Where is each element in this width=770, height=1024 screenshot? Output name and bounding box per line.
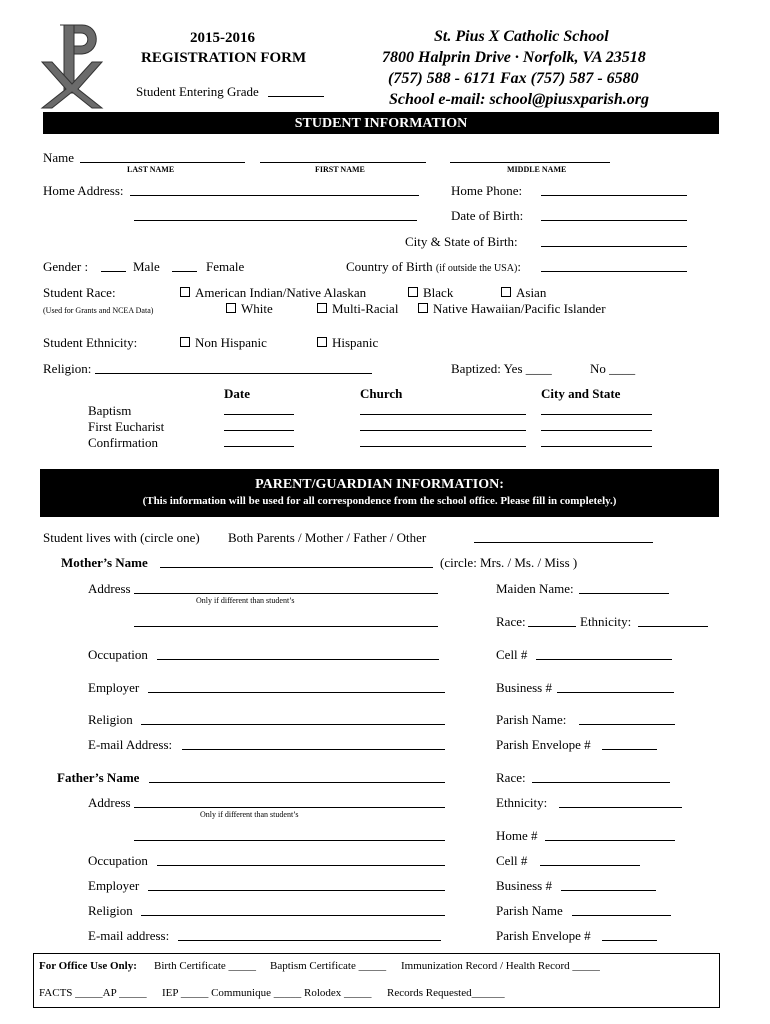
- office-use-label: For Office Use Only:: [39, 960, 137, 972]
- sacrament-header-church: Church: [360, 386, 403, 401]
- city-state-birth-label: City & State of Birth:: [405, 234, 518, 249]
- ethnicity-option-non-hispanic[interactable]: [180, 335, 267, 351]
- race-option-white[interactable]: [226, 301, 273, 317]
- religion-field[interactable]: [95, 373, 372, 374]
- sacrament-header-city-state: City and State: [541, 386, 621, 401]
- mother-religion-label: Religion: [88, 712, 133, 727]
- mother-business-label: Business #: [496, 680, 552, 695]
- race-option-label: White: [241, 301, 273, 316]
- male-field[interactable]: [101, 271, 126, 272]
- checkbox-icon: [180, 287, 190, 297]
- ethnicity-option-hispanic[interactable]: [317, 335, 378, 351]
- race-option-black[interactable]: [408, 285, 453, 301]
- mother-name-label: Mother’s Name: [61, 555, 148, 570]
- mother-employer-label: Employer: [88, 680, 140, 695]
- home-phone-label: Home Phone:: [451, 183, 523, 198]
- confirmation-church-field[interactable]: [360, 446, 526, 447]
- lives-with-options[interactable]: Both Parents / Mother / Father / Other: [228, 530, 427, 545]
- race-option-label: Multi-Racial: [332, 301, 399, 316]
- mother-cell-field[interactable]: [536, 659, 672, 660]
- father-email-field[interactable]: [178, 940, 441, 941]
- ethnicity-label: Student Ethnicity:: [43, 335, 138, 350]
- father-employer-label: Employer: [88, 878, 140, 893]
- home-address-field-2[interactable]: [134, 220, 417, 221]
- lives-with-label: Student lives with (circle one): [43, 530, 200, 545]
- female-field[interactable]: [172, 271, 197, 272]
- mother-address-field-2[interactable]: [134, 626, 438, 627]
- city-state-birth-field[interactable]: [541, 246, 687, 247]
- parent-info-title: PARENT/GUARDIAN INFORMATION:: [255, 477, 504, 492]
- race-option-label: American Indian/Native Alaskan: [195, 285, 367, 300]
- gender-label: Gender :: [43, 259, 89, 274]
- mother-email-field[interactable]: [182, 749, 445, 750]
- religion-label: Religion:: [43, 361, 92, 376]
- parent-info-subtitle: (This information will be used for all correspondence from the school office. Please fill in completely.): [142, 495, 617, 507]
- checkbox-icon: [501, 287, 511, 297]
- father-parish-name-field[interactable]: [572, 915, 671, 916]
- mother-religion-field[interactable]: [141, 724, 445, 725]
- mother-address-label: Address: [88, 581, 131, 596]
- school-address: 7800 Halprin Drive · Norfolk, VA 23518: [382, 49, 646, 66]
- baptized-no-label: No ____: [590, 361, 636, 376]
- middle-name-caption: MIDDLE NAME: [507, 165, 567, 174]
- checkbox-icon: [418, 303, 428, 313]
- father-parish-name-label: Parish Name: [496, 903, 563, 918]
- country-birth-colon: :: [517, 259, 521, 274]
- grade-label: Student Entering Grade: [136, 84, 259, 99]
- father-business-label: Business #: [496, 878, 552, 893]
- father-name-label: Father’s Name: [57, 770, 140, 785]
- checkbox-icon: [317, 337, 327, 347]
- mother-race-label: Race:: [496, 614, 526, 629]
- female-label: Female: [206, 259, 245, 274]
- father-race-label: Race:: [496, 770, 526, 785]
- mother-parish-envelope-label: Parish Envelope #: [496, 737, 591, 752]
- father-religion-field[interactable]: [141, 915, 445, 916]
- eucharist-date-field[interactable]: [224, 430, 294, 431]
- school-phone-fax: (757) 588 - 6171 Fax (757) 587 - 6580: [388, 70, 639, 87]
- mother-occupation-label: Occupation: [88, 647, 148, 662]
- race-option-label: Native Hawaiian/Pacific Islander: [433, 301, 606, 316]
- father-religion-label: Religion: [88, 903, 133, 918]
- mother-address-field[interactable]: [134, 593, 438, 594]
- dob-label: Date of Birth:: [451, 208, 524, 223]
- school-email: School e-mail: school@piusxparish.org: [389, 91, 650, 108]
- grade-line[interactable]: [268, 96, 324, 97]
- mother-parish-name-label: Parish Name:: [496, 712, 567, 727]
- mother-address-note: Only if different than student’s: [196, 596, 295, 605]
- middle-name-field[interactable]: [450, 162, 610, 163]
- office-immunization-record[interactable]: Immunization Record / Health Record _____: [401, 960, 600, 972]
- lives-with-other-field[interactable]: [474, 542, 653, 543]
- confirmation-date-field[interactable]: [224, 446, 294, 447]
- father-cell-label: Cell #: [496, 853, 528, 868]
- office-iep-communique-rolodex[interactable]: IEP _____ Communique _____ Rolodex _____: [162, 987, 372, 999]
- father-race-field[interactable]: [532, 782, 670, 783]
- office-birth-certificate[interactable]: Birth Certificate _____: [154, 960, 257, 972]
- race-label: Student Race:: [43, 285, 116, 300]
- mother-name-field[interactable]: [160, 567, 433, 568]
- father-occupation-label: Occupation: [88, 853, 148, 868]
- office-facts-ap[interactable]: FACTS _____AP _____: [39, 987, 147, 999]
- form-year: 2015-2016: [190, 30, 255, 46]
- country-birth-field[interactable]: [541, 271, 687, 272]
- father-ethnicity-label: Ethnicity:: [496, 795, 548, 810]
- father-business-field[interactable]: [561, 890, 656, 891]
- mother-race-field[interactable]: [528, 626, 576, 627]
- baptized-label: Baptized: Yes ____: [451, 361, 552, 376]
- office-use-box: [33, 953, 720, 1008]
- father-parish-envelope-field[interactable]: [602, 940, 657, 941]
- race-option-native-hawaiian[interactable]: [418, 301, 606, 317]
- mother-cell-label: Cell #: [496, 647, 528, 662]
- baptism-date-field[interactable]: [224, 414, 294, 415]
- checkbox-icon: [180, 337, 190, 347]
- checkbox-icon: [408, 287, 418, 297]
- father-home-field[interactable]: [545, 840, 675, 841]
- father-cell-field[interactable]: [540, 865, 640, 866]
- race-note: (Used for Grants and NCEA Data): [43, 306, 154, 315]
- first-name-field[interactable]: [260, 162, 426, 163]
- school-name: St. Pius X Catholic School: [434, 28, 609, 45]
- checkbox-icon: [317, 303, 327, 313]
- sacrament-confirmation: Confirmation: [88, 435, 159, 450]
- mother-occupation-field[interactable]: [157, 659, 439, 660]
- checkbox-icon: [226, 303, 236, 313]
- baptism-church-field[interactable]: [360, 414, 526, 415]
- confirmation-city-field[interactable]: [541, 446, 652, 447]
- first-name-caption: FIRST NAME: [315, 165, 365, 174]
- race-option-label: Black: [423, 285, 454, 300]
- sacrament-first-eucharist: First Eucharist: [88, 419, 165, 434]
- father-address-label: Address: [88, 795, 131, 810]
- sacrament-header-date: Date: [224, 386, 250, 401]
- mother-email-label: E-mail Address:: [88, 737, 173, 752]
- maiden-name-label: Maiden Name:: [496, 581, 574, 596]
- country-birth-note: (if outside the USA): [435, 263, 518, 274]
- baptism-city-field[interactable]: [541, 414, 652, 415]
- mother-ethnicity-field[interactable]: [638, 626, 708, 627]
- father-home-label: Home #: [496, 828, 538, 843]
- mother-parish-name-field[interactable]: [579, 724, 675, 725]
- chi-rho-logo: [38, 22, 106, 110]
- home-address-label: Home Address:: [43, 183, 124, 198]
- student-info-title: STUDENT INFORMATION: [294, 116, 468, 131]
- race-option-asian[interactable]: [501, 285, 546, 301]
- dob-field[interactable]: [541, 220, 687, 221]
- father-occupation-field[interactable]: [157, 865, 445, 866]
- father-ethnicity-field[interactable]: [559, 807, 682, 808]
- home-address-field[interactable]: [130, 195, 419, 196]
- office-records-requested[interactable]: Records Requested______: [387, 987, 505, 999]
- student-info-bar: [43, 112, 719, 134]
- father-address-field[interactable]: [134, 807, 445, 808]
- father-name-field[interactable]: [149, 782, 445, 783]
- country-birth-label: [346, 259, 521, 275]
- father-email-label: E-mail address:: [88, 928, 170, 943]
- mother-business-field[interactable]: [557, 692, 674, 693]
- race-option-american-indian[interactable]: [180, 285, 366, 301]
- eucharist-city-field[interactable]: [541, 430, 652, 431]
- father-address-note: Only if different than student’s: [200, 810, 299, 819]
- office-baptism-certificate[interactable]: Baptism Certificate _____: [270, 960, 387, 972]
- last-name-caption: LAST NAME: [127, 165, 175, 174]
- eucharist-church-field[interactable]: [360, 430, 526, 431]
- sacrament-baptism: Baptism: [88, 403, 132, 418]
- father-address-field-2[interactable]: [134, 840, 445, 841]
- country-birth-text: Country of Birth: [346, 259, 433, 274]
- form-title: REGISTRATION FORM: [141, 50, 307, 66]
- father-parish-envelope-label: Parish Envelope #: [496, 928, 591, 943]
- last-name-field[interactable]: [80, 162, 245, 163]
- race-option-label: Asian: [516, 285, 547, 300]
- mother-title-circle: (circle: Mrs. / Ms. / Miss ): [440, 555, 578, 570]
- race-option-multi-racial[interactable]: [317, 301, 398, 317]
- male-label: Male: [133, 259, 160, 274]
- parent-info-bar: [40, 469, 719, 517]
- mother-ethnicity-label: Ethnicity:: [580, 614, 632, 629]
- ethnicity-option-label: Hispanic: [332, 335, 379, 350]
- father-employer-field[interactable]: [148, 890, 445, 891]
- maiden-name-field[interactable]: [579, 593, 669, 594]
- mother-parish-envelope-field[interactable]: [602, 749, 657, 750]
- home-phone-field[interactable]: [541, 195, 687, 196]
- mother-employer-field[interactable]: [148, 692, 445, 693]
- name-label: Name: [43, 150, 75, 165]
- ethnicity-option-label: Non Hispanic: [195, 335, 267, 350]
